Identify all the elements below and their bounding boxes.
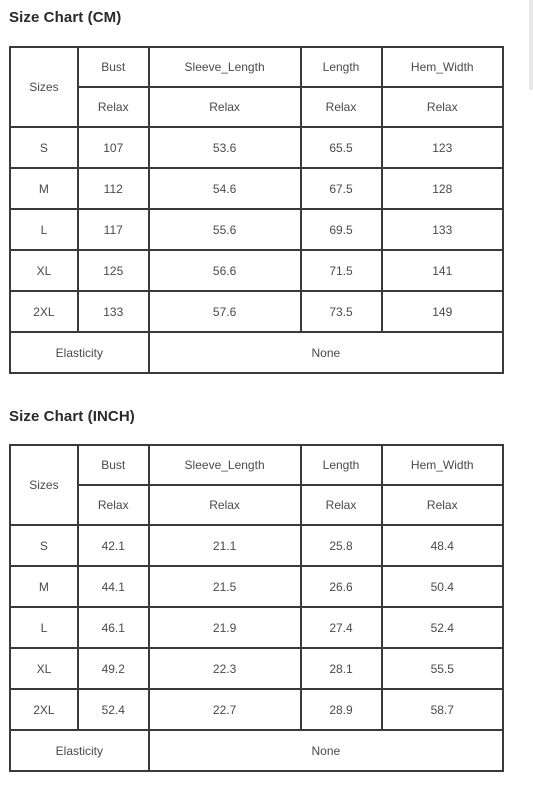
hem-cell: 128 — [382, 168, 504, 209]
sleeve-cell: 22.7 — [149, 689, 301, 730]
length-cell: 27.4 — [301, 607, 382, 648]
table-row — [10, 291, 503, 332]
hem-cell: 58.7 — [382, 689, 504, 730]
sleeve-cell: 21.9 — [149, 607, 301, 648]
length-cell: 28.9 — [301, 689, 382, 730]
sleeve-length-header: Sleeve_Length — [149, 445, 301, 485]
table-header-row — [10, 445, 503, 485]
bust-cell: 42.1 — [78, 525, 149, 566]
size-cell: M — [10, 566, 78, 607]
size-cell: S — [10, 525, 78, 566]
bust-cell: 49.2 — [78, 648, 149, 689]
size-cell: S — [10, 127, 78, 168]
length-cell: 67.5 — [301, 168, 382, 209]
bust-fit-label: Relax — [78, 485, 149, 525]
sleeve-fit-label: Relax — [149, 87, 301, 127]
size-cell: M — [10, 168, 78, 209]
size-cell: XL — [10, 648, 78, 689]
size-chart-cm-table — [9, 46, 504, 374]
hem-cell: 133 — [382, 209, 504, 250]
hem-width-header: Hem_Width — [382, 47, 504, 87]
length-cell: 26.6 — [301, 566, 382, 607]
sleeve-cell: 53.6 — [149, 127, 301, 168]
bust-fit-label: Relax — [78, 87, 149, 127]
table-row — [10, 209, 503, 250]
table-row — [10, 648, 503, 689]
table-header-row — [10, 47, 503, 87]
sleeve-cell: 21.5 — [149, 566, 301, 607]
length-header: Length — [301, 445, 382, 485]
size-chart-inch-table — [9, 444, 504, 772]
sleeve-cell: 56.6 — [149, 250, 301, 291]
table-row — [10, 168, 503, 209]
page-edge-shadow — [529, 0, 533, 90]
bust-cell: 112 — [78, 168, 149, 209]
size-cell: XL — [10, 250, 78, 291]
sleeve-length-header: Sleeve_Length — [149, 47, 301, 87]
sleeve-cell: 21.1 — [149, 525, 301, 566]
bust-cell: 46.1 — [78, 607, 149, 648]
length-fit-label: Relax — [301, 87, 382, 127]
hem-fit-label: Relax — [382, 87, 504, 127]
size-chart-cm-title: Size Chart (CM) — [9, 9, 122, 26]
sleeve-cell: 57.6 — [149, 291, 301, 332]
bust-cell: 133 — [78, 291, 149, 332]
elasticity-label: Elasticity — [10, 730, 149, 771]
elasticity-value: None — [149, 730, 503, 771]
hem-cell: 149 — [382, 291, 504, 332]
hem-cell: 48.4 — [382, 525, 504, 566]
elasticity-row — [10, 730, 503, 771]
bust-header: Bust — [78, 445, 149, 485]
hem-cell: 55.5 — [382, 648, 504, 689]
table-row — [10, 566, 503, 607]
length-header: Length — [301, 47, 382, 87]
hem-cell: 52.4 — [382, 607, 504, 648]
sleeve-cell: 22.3 — [149, 648, 301, 689]
length-cell: 65.5 — [301, 127, 382, 168]
size-chart-inch-title: Size Chart (INCH) — [9, 408, 135, 425]
hem-cell: 50.4 — [382, 566, 504, 607]
hem-width-header: Hem_Width — [382, 445, 504, 485]
hem-fit-label: Relax — [382, 485, 504, 525]
table-row — [10, 607, 503, 648]
table-subheader-row — [10, 485, 503, 525]
length-cell: 73.5 — [301, 291, 382, 332]
size-cell: 2XL — [10, 291, 78, 332]
table-row — [10, 525, 503, 566]
sizes-header: Sizes — [10, 47, 78, 127]
length-cell: 28.1 — [301, 648, 382, 689]
length-cell: 69.5 — [301, 209, 382, 250]
size-cell: L — [10, 607, 78, 648]
table-row — [10, 250, 503, 291]
elasticity-value: None — [149, 332, 503, 373]
elasticity-row — [10, 332, 503, 373]
length-fit-label: Relax — [301, 485, 382, 525]
bust-cell: 117 — [78, 209, 149, 250]
bust-cell: 125 — [78, 250, 149, 291]
hem-cell: 123 — [382, 127, 504, 168]
table-row — [10, 127, 503, 168]
sleeve-fit-label: Relax — [149, 485, 301, 525]
length-cell: 71.5 — [301, 250, 382, 291]
hem-cell: 141 — [382, 250, 504, 291]
sleeve-cell: 54.6 — [149, 168, 301, 209]
bust-cell: 44.1 — [78, 566, 149, 607]
bust-cell: 52.4 — [78, 689, 149, 730]
elasticity-label: Elasticity — [10, 332, 149, 373]
table-row — [10, 689, 503, 730]
sizes-header: Sizes — [10, 445, 78, 525]
bust-cell: 107 — [78, 127, 149, 168]
sleeve-cell: 55.6 — [149, 209, 301, 250]
table-subheader-row — [10, 87, 503, 127]
size-cell: L — [10, 209, 78, 250]
bust-header: Bust — [78, 47, 149, 87]
size-cell: 2XL — [10, 689, 78, 730]
length-cell: 25.8 — [301, 525, 382, 566]
